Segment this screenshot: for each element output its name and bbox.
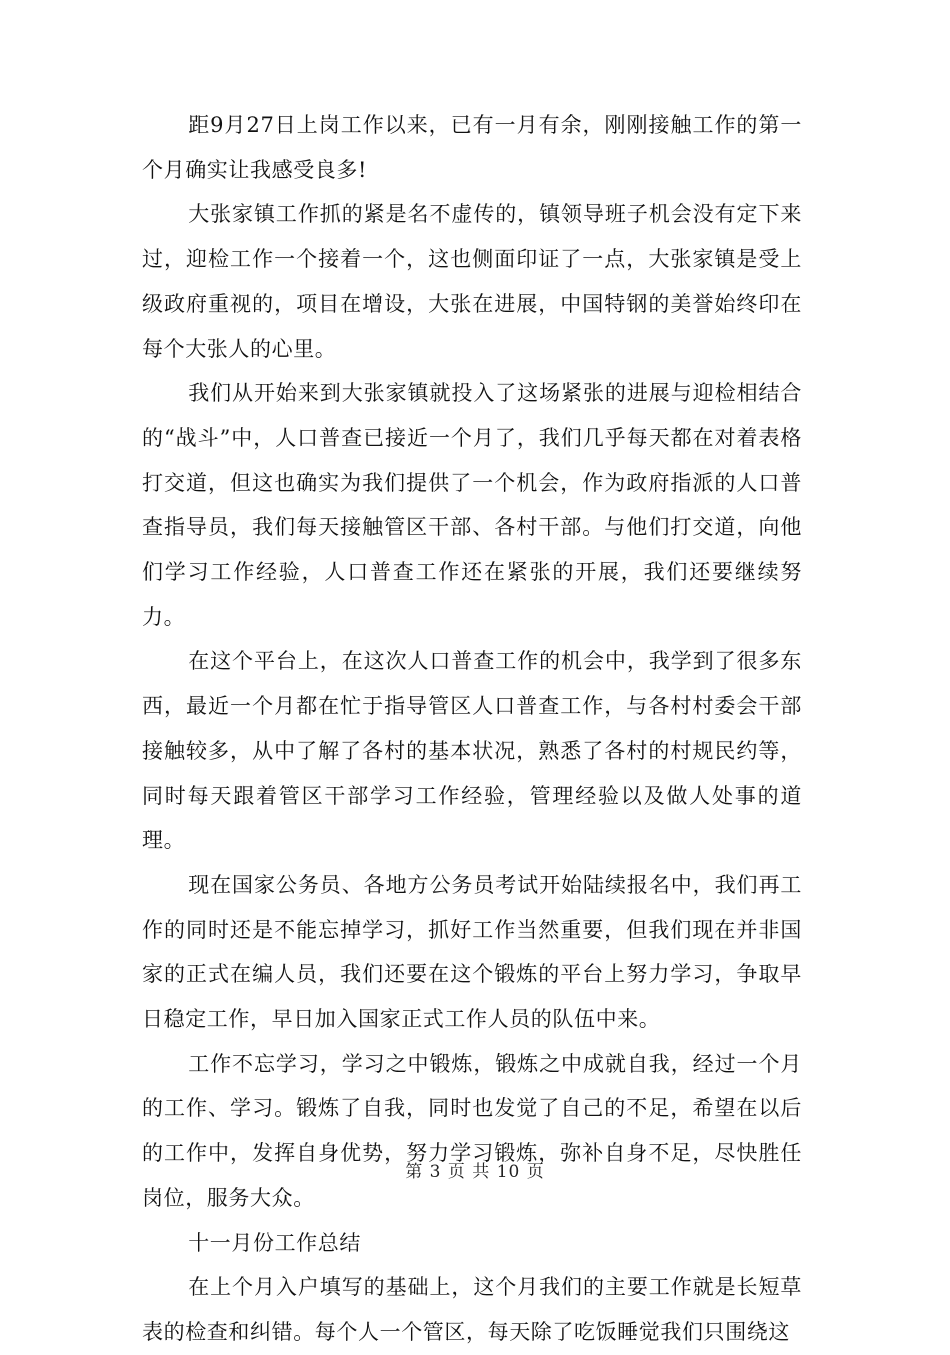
paragraph-3: 我们从开始来到大张家镇就投入了这场紧张的进展与迎检相结合的“战斗”中，人口普查已接近一个月了，我们几乎每天都在对着表格打交道，但这也确实为我们提供了一个机会，作为政府指派的人口普查指导员，我们每天接触管区干部、各村干部。与他们打交道，向他们学习工作经验，人口普查工作还在紧张的开展，我们还要继续努力。 <box>142 381 802 629</box>
paragraph-6: 工作不忘学习，学习之中锻炼，锻炼之中成就自我，经过一个月的工作、学习。锻炼了自我，同时也发觉了自己的不足，希望在以后的工作中，发挥自身优势，努力学习锻炼，弥补自身不足，尽快胜任岗位，服务大众。 <box>142 1051 802 1210</box>
paragraph-7: 在上个月入户填写的基础上，这个月我们的主要工作就是长短草表的检查和纠错。每个人一个管区，每天除了吃饭睡觉我们只围绕这 <box>142 1275 802 1344</box>
section-heading: 十一月份工作总结 <box>188 1230 361 1255</box>
paragraph-5: 现在国家公务员、各地方公务员考试开始陆续报名中，我们再工作的同时还是不能忘掉学习，抓好工作当然重要，但我们现在并非国家的正式在编人员，我们还要在这个锻炼的平台上努力学习，争取早日稳定工作，早日加入国家正式工作人员的队伍中来。 <box>142 872 802 1032</box>
paragraph-1: 距9月27日上岗工作以来，已有一月有余，刚刚接触工作的第一个月确实让我感受良多! <box>142 113 802 182</box>
paragraph-4: 在这个平台上，在这次人口普查工作的机会中，我学到了很多东西，最近一个月都在忙于指导管区人口普查工作，与各村村委会干部接触较多，从中了解了各村的基本状况，熟悉了各村的村规民约等，同时每天跟着管区干部学习工作经验，管理经验以及做人处事的道理。 <box>142 649 802 853</box>
paragraph-2: 大张家镇工作抓的紧是名不虚传的，镇领导班子机会没有定下来过，迎检工作一个接着一个，这也侧面印证了一点，大张家镇是受上级政府重视的，项目在增设，大张在进展，中国特钢的美誉始终印在每个大张人的心里。 <box>142 202 802 361</box>
page-number-footer: 第 3 页 共 10 页 <box>405 1162 545 1182</box>
